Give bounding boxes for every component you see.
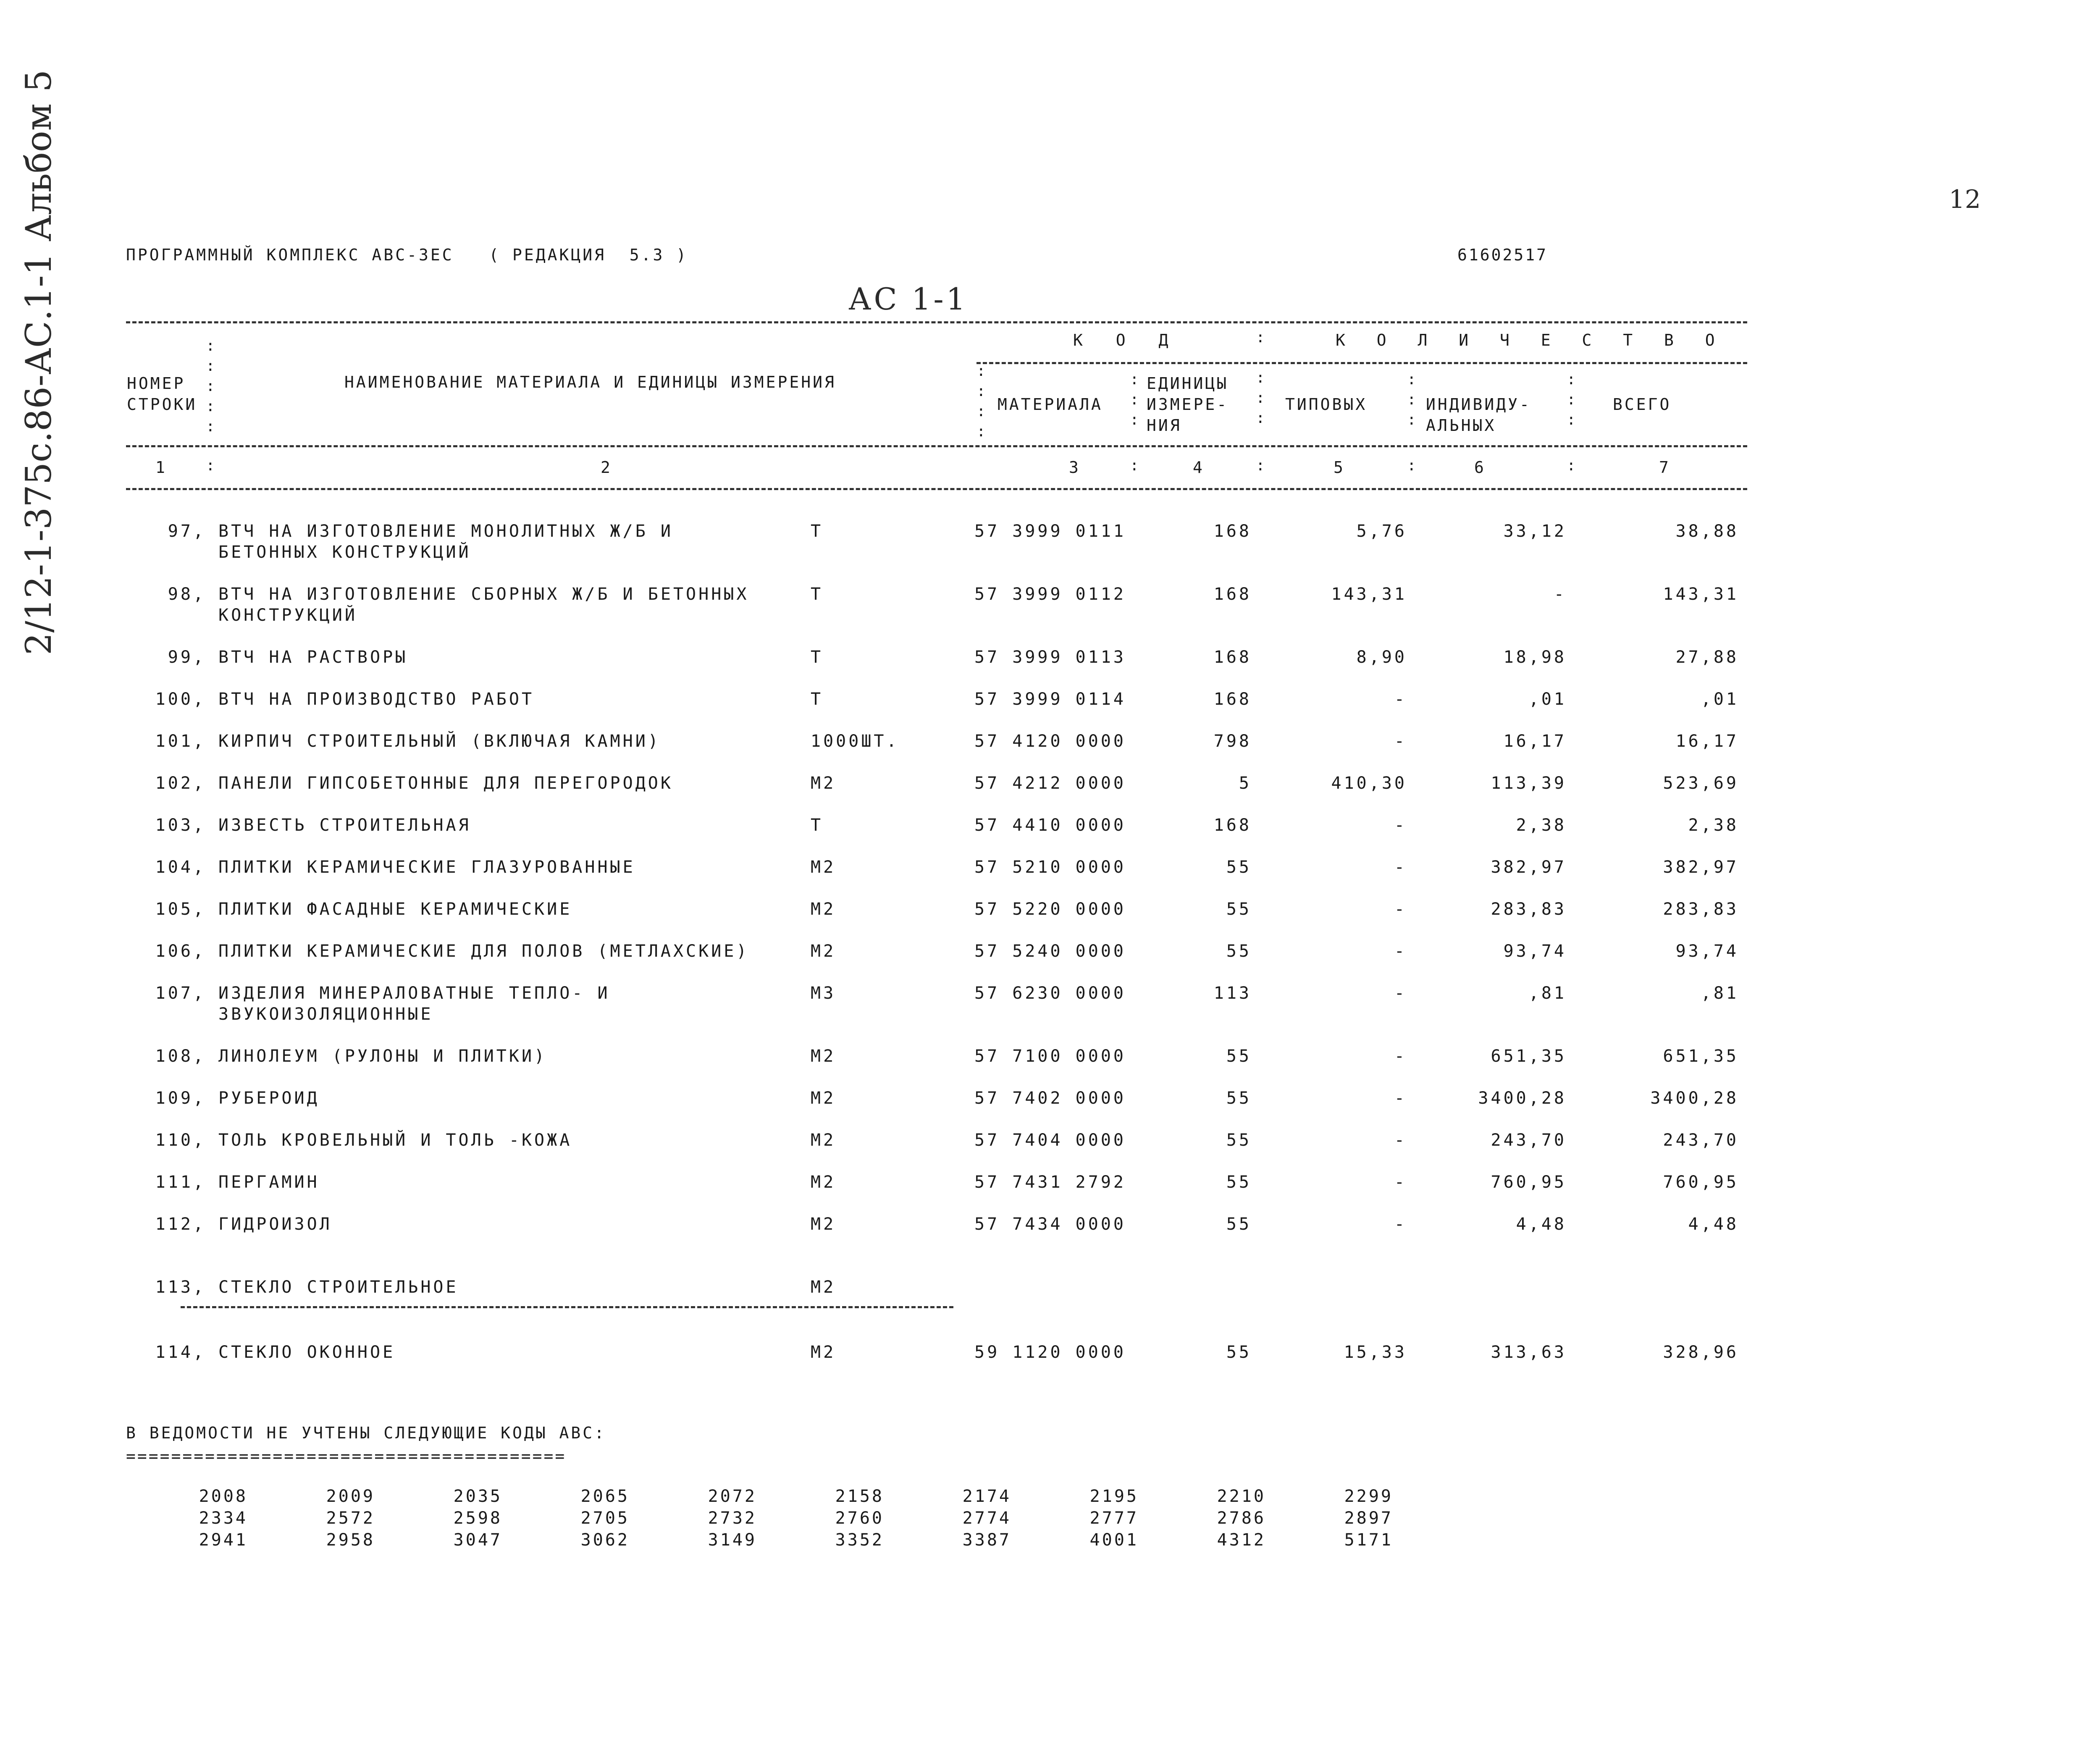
- qty-individual: 93,74: [1503, 942, 1567, 961]
- separator: :: [1407, 457, 1416, 474]
- material-name: ВТЧ НА ИЗГОТОВЛЕНИЕ МОНОЛИТНЫХ Ж/Б И БЕТОННЫХ КОНСТРУКЦИЙ: [218, 522, 673, 562]
- code-value: 2009: [326, 1487, 375, 1506]
- unit-code: 55: [1226, 900, 1252, 919]
- row-number: 104,: [155, 858, 206, 877]
- qty-individual: ,01: [1528, 690, 1567, 709]
- qty-individual: 16,17: [1503, 732, 1567, 751]
- double-underline: =======================================: [126, 1447, 567, 1465]
- colnum-1: 1: [155, 458, 167, 477]
- unit-label: М2: [811, 1173, 836, 1192]
- row-number: 102,: [155, 774, 206, 793]
- material-code: 57 3999 0114: [974, 690, 1126, 709]
- document-code: 61602517: [1457, 246, 1548, 264]
- separator: : : :: [1130, 371, 1139, 428]
- qty-individual: 651,35: [1491, 1047, 1567, 1066]
- code-value: 2774: [962, 1509, 1011, 1528]
- separator: :: [1130, 457, 1139, 474]
- separator: : : : :: [976, 362, 986, 440]
- material-name: СТЕКЛО СТРОИТЕЛЬНОЕ: [218, 1278, 459, 1297]
- unit-label: М2: [811, 1089, 836, 1108]
- row-number: 101,: [155, 732, 206, 751]
- unit-code: 55: [1226, 1131, 1252, 1150]
- unit-label: М2: [811, 1215, 836, 1234]
- row-number: 106,: [155, 942, 206, 961]
- unit-label: 1000ШТ.: [811, 732, 899, 751]
- material-name: ВТЧ НА ПРОИЗВОДСТВО РАБОТ: [218, 690, 535, 709]
- qty-individual: 18,98: [1503, 648, 1567, 667]
- qty-typical: -: [1394, 858, 1407, 877]
- code-value: 3149: [708, 1530, 757, 1550]
- codes-row: [176, 1530, 1436, 1552]
- header-total: ВСЕГО: [1613, 395, 1672, 414]
- missing-codes-list: [176, 1487, 1436, 1552]
- qty-individual: 4,48: [1516, 1215, 1567, 1234]
- colnum-5: 5: [1334, 458, 1345, 477]
- material-code: 57 7404 0000: [974, 1131, 1126, 1150]
- code-value: 2958: [326, 1530, 375, 1550]
- separator: : : :: [1407, 371, 1416, 428]
- row-number: 107,: [155, 984, 206, 1003]
- material-name: ПЛИТКИ КЕРАМИЧЕСКИЕ ГЛАЗУРОВАННЫЕ: [218, 858, 635, 877]
- code-value: 2065: [580, 1487, 630, 1506]
- unit-code: 168: [1213, 648, 1252, 667]
- qty-total: 523,69: [1663, 774, 1739, 793]
- separator: : : :: [1567, 371, 1576, 428]
- row-number: 112,: [155, 1215, 206, 1234]
- qty-total: 143,31: [1663, 585, 1739, 604]
- unit-code: 55: [1226, 1173, 1252, 1192]
- row-number: 103,: [155, 816, 206, 835]
- qty-typical: 8,90: [1356, 648, 1407, 667]
- unit-code: 798: [1213, 732, 1252, 751]
- qty-individual: 243,70: [1491, 1131, 1567, 1150]
- code-value: 3062: [580, 1530, 630, 1550]
- unit-code: 168: [1213, 585, 1252, 604]
- codes-row: [176, 1509, 1436, 1530]
- table-row: [0, 1214, 2100, 1273]
- unit-label: Т: [811, 585, 824, 604]
- unit-label: М3: [811, 984, 836, 1003]
- row-number: 100,: [155, 690, 206, 709]
- row-number: 114,: [155, 1343, 206, 1362]
- qty-total: 16,17: [1675, 732, 1739, 751]
- material-name: ИЗВЕСТЬ СТРОИТЕЛЬНАЯ: [218, 816, 471, 835]
- code-value: 2195: [1089, 1487, 1139, 1506]
- header-row-number: НОМЕР СТРОКИ: [127, 374, 197, 414]
- header-name: НАИМЕНОВАНИЕ МАТЕРИАЛА И ЕДИНИЦЫ ИЗМЕРЕНИЯ: [344, 373, 836, 391]
- separator: : : : :: [1256, 329, 1265, 427]
- qty-total: 93,74: [1675, 942, 1739, 961]
- code-value: 3352: [835, 1530, 884, 1550]
- unit-label: М2: [811, 1047, 836, 1066]
- material-name: РУБЕРОИД: [218, 1089, 320, 1108]
- qty-total: 283,83: [1663, 900, 1739, 919]
- code-value: 2897: [1344, 1509, 1393, 1528]
- row-number: 105,: [155, 900, 206, 919]
- material-name: ПЕРГАМИН: [218, 1173, 320, 1192]
- colnum-7: 7: [1659, 458, 1671, 477]
- qty-individual: -: [1554, 585, 1567, 604]
- material-code: 57 5240 0000: [974, 942, 1126, 961]
- unit-code: 168: [1213, 816, 1252, 835]
- unit-label: М2: [811, 1278, 836, 1297]
- colnum-6: 6: [1474, 458, 1486, 477]
- program-header: ПРОГРАММНЫЙ КОМПЛЕКС АВС-ЗЕС ( РЕДАКЦИЯ 5.3 ): [126, 246, 688, 264]
- qty-individual: 113,39: [1491, 774, 1567, 793]
- separator: :: [1567, 457, 1576, 474]
- code-value: 2777: [1089, 1509, 1139, 1528]
- qty-total: 3400,28: [1650, 1089, 1739, 1108]
- qty-typical: 143,31: [1331, 585, 1407, 604]
- qty-individual: 33,12: [1503, 522, 1567, 541]
- qty-typical: 5,76: [1356, 522, 1407, 541]
- material-code: 57 3999 0111: [974, 522, 1126, 541]
- material-name: ЛИНОЛЕУМ (РУЛОНЫ И ПЛИТКИ): [218, 1047, 547, 1066]
- qty-total: 651,35: [1663, 1047, 1739, 1066]
- qty-individual: ,81: [1528, 984, 1567, 1003]
- material-name: ПЛИТКИ КЕРАМИЧЕСКИЕ ДЛЯ ПОЛОВ (МЕТЛАХСКИЕ): [218, 942, 749, 961]
- colnum-2: 2: [601, 458, 612, 477]
- unit-label: М2: [811, 774, 836, 793]
- code-value: 2572: [326, 1509, 375, 1528]
- qty-individual: 3400,28: [1478, 1089, 1567, 1108]
- qty-typical: -: [1394, 984, 1407, 1003]
- unit-label: М2: [811, 942, 836, 961]
- code-value: 2732: [708, 1509, 757, 1528]
- qty-total: 760,95: [1663, 1173, 1739, 1192]
- strike-rule: [181, 1306, 953, 1308]
- row-number: 108,: [155, 1047, 206, 1066]
- code-value: 2035: [453, 1487, 502, 1506]
- header-material: МАТЕРИАЛА: [998, 395, 1103, 414]
- row-number: 111,: [155, 1173, 206, 1192]
- material-name: ВТЧ НА РАСТВОРЫ: [218, 648, 408, 667]
- code-value: 2760: [835, 1509, 884, 1528]
- unit-code: 5: [1239, 774, 1252, 793]
- qty-total: 27,88: [1675, 648, 1739, 667]
- material-name: ПЛИТКИ ФАСАДНЫЕ КЕРАМИЧЕСКИЕ: [218, 900, 572, 919]
- code-value: 2598: [453, 1509, 502, 1528]
- colnum-bottom-rule: [126, 488, 1747, 490]
- qty-typical: -: [1394, 1089, 1407, 1108]
- code-group-rule: [976, 362, 1747, 364]
- material-code: 57 4120 0000: [974, 732, 1126, 751]
- qty-typical: -: [1394, 1047, 1407, 1066]
- code-value: 3387: [962, 1530, 1011, 1550]
- qty-typical: -: [1394, 816, 1407, 835]
- separator: : : : : :: [206, 337, 215, 435]
- material-code: 57 6230 0000: [974, 984, 1126, 1003]
- group-quantity: К О Л И Ч Е С Т В О: [1336, 331, 1726, 349]
- qty-total: 2,38: [1688, 816, 1739, 835]
- qty-individual: 2,38: [1516, 816, 1567, 835]
- group-code: К О Д: [1073, 331, 1180, 349]
- qty-individual: 382,97: [1491, 858, 1567, 877]
- material-code: 57 4212 0000: [974, 774, 1126, 793]
- code-value: 5171: [1344, 1530, 1393, 1550]
- unit-label: М2: [811, 900, 836, 919]
- qty-typical: -: [1394, 900, 1407, 919]
- code-value: 2008: [199, 1487, 248, 1506]
- qty-total: 328,96: [1663, 1343, 1739, 1362]
- qty-total: 243,70: [1663, 1131, 1739, 1150]
- qty-total: 38,88: [1675, 522, 1739, 541]
- material-name: КИРПИЧ СТРОИТЕЛЬНЫЙ (ВКЛЮЧАЯ КАМНИ): [218, 732, 661, 751]
- material-code: 57 4410 0000: [974, 816, 1126, 835]
- code-value: 4312: [1217, 1530, 1266, 1550]
- qty-total: 4,48: [1688, 1215, 1739, 1234]
- unit-label: М2: [811, 858, 836, 877]
- table-top-rule: [126, 321, 1747, 323]
- page-number: 12: [1949, 185, 1981, 214]
- qty-individual: 313,63: [1491, 1343, 1567, 1362]
- material-code: 59 1120 0000: [974, 1343, 1126, 1362]
- qty-typical: -: [1394, 1215, 1407, 1234]
- material-code: 57 3999 0113: [974, 648, 1126, 667]
- code-value: 2174: [962, 1487, 1011, 1506]
- code-value: 2705: [580, 1509, 630, 1528]
- unit-code: 55: [1226, 1215, 1252, 1234]
- unit-code: 168: [1213, 522, 1252, 541]
- code-value: 2299: [1344, 1487, 1393, 1506]
- material-name: ГИДРОИЗОЛ: [218, 1215, 332, 1234]
- table-row: [0, 584, 2100, 643]
- header-typical: ТИПОВЫХ: [1285, 395, 1368, 414]
- qty-typical: 15,33: [1344, 1343, 1407, 1362]
- material-code: 57 7402 0000: [974, 1089, 1126, 1108]
- unit-label: М2: [811, 1131, 836, 1150]
- code-value: 2210: [1217, 1487, 1266, 1506]
- header-bottom-rule: [126, 445, 1747, 447]
- colnum-4: 4: [1193, 458, 1205, 477]
- qty-typical: -: [1394, 1173, 1407, 1192]
- qty-individual: 283,83: [1491, 900, 1567, 919]
- material-name: ТОЛЬ КРОВЕЛЬНЫЙ И ТОЛЬ -КОЖА: [218, 1131, 572, 1150]
- unit-label: М2: [811, 1343, 836, 1362]
- separator: :: [206, 457, 215, 474]
- qty-typical: 410,30: [1331, 774, 1407, 793]
- side-note: 2/12-1-375с.86-АС.1-1 Альбом 5: [18, 69, 59, 655]
- unit-code: 113: [1213, 984, 1252, 1003]
- unit-code: 55: [1226, 942, 1252, 961]
- missing-codes-note: В ВЕДОМОСТИ НЕ УЧТЕНЫ СЛЕДУЮЩИЕ КОДЫ АВС:: [126, 1424, 606, 1442]
- colnum-3: 3: [1069, 458, 1081, 477]
- header-individual: ИНДИВИДУ- АЛЬНЫХ: [1426, 395, 1531, 435]
- unit-code: 168: [1213, 690, 1252, 709]
- unit-label: Т: [811, 648, 824, 667]
- qty-typical: -: [1394, 690, 1407, 709]
- code-value: 2786: [1217, 1509, 1266, 1528]
- separator: :: [1256, 457, 1265, 474]
- row-number: 97,: [168, 522, 206, 541]
- material-name: ВТЧ НА ИЗГОТОВЛЕНИЕ СБОРНЫХ Ж/Б И БЕТОННЫХ КОНСТРУКЦИЙ: [218, 585, 749, 625]
- qty-typical: -: [1394, 732, 1407, 751]
- material-code: 57 7431 2792: [974, 1173, 1126, 1192]
- unit-label: Т: [811, 522, 824, 541]
- table-row: [0, 983, 2100, 1042]
- unit-code: 55: [1226, 1343, 1252, 1362]
- unit-label: Т: [811, 816, 824, 835]
- material-name: СТЕКЛО ОКОННОЕ: [218, 1343, 396, 1362]
- qty-typical: -: [1394, 1131, 1407, 1150]
- code-value: 4001: [1089, 1530, 1139, 1550]
- unit-label: Т: [811, 690, 824, 709]
- material-code: 57 7100 0000: [974, 1047, 1126, 1066]
- table-row: [0, 1342, 2100, 1401]
- material-code: 57 3999 0112: [974, 585, 1126, 604]
- row-number: 113,: [155, 1278, 206, 1297]
- qty-total: ,01: [1701, 690, 1739, 709]
- code-value: 2072: [708, 1487, 757, 1506]
- qty-individual: 760,95: [1491, 1173, 1567, 1192]
- qty-total: ,81: [1701, 984, 1739, 1003]
- material-code: 57 5220 0000: [974, 900, 1126, 919]
- row-number: 109,: [155, 1089, 206, 1108]
- unit-code: 55: [1226, 1047, 1252, 1066]
- unit-code: 55: [1226, 858, 1252, 877]
- code-value: 2334: [199, 1509, 248, 1528]
- code-value: 2158: [835, 1487, 884, 1506]
- row-number: 99,: [168, 648, 206, 667]
- unit-code: 55: [1226, 1089, 1252, 1108]
- code-value: 2941: [199, 1530, 248, 1550]
- row-number: 98,: [168, 585, 206, 604]
- qty-total: 382,97: [1663, 858, 1739, 877]
- code-value: 3047: [453, 1530, 502, 1550]
- row-number: 110,: [155, 1131, 206, 1150]
- header-unit: ЕДИНИЦЫ ИЗМЕРЕ- НИЯ: [1147, 374, 1229, 435]
- material-code: 57 5210 0000: [974, 858, 1126, 877]
- handwritten-title: АС 1-1: [848, 281, 968, 317]
- table-row: [0, 1277, 2100, 1336]
- material-name: ИЗДЕЛИЯ МИНЕРАЛОВАТНЫЕ ТЕПЛО- И ЗВУКОИЗОЛЯЦИОННЫЕ: [218, 984, 610, 1024]
- material-code: 57 7434 0000: [974, 1215, 1126, 1234]
- codes-row: [176, 1487, 1436, 1509]
- material-name: ПАНЕЛИ ГИПСОБЕТОННЫЕ ДЛЯ ПЕРЕГОРОДОК: [218, 774, 673, 793]
- table-row: [0, 521, 2100, 580]
- qty-typical: -: [1394, 942, 1407, 961]
